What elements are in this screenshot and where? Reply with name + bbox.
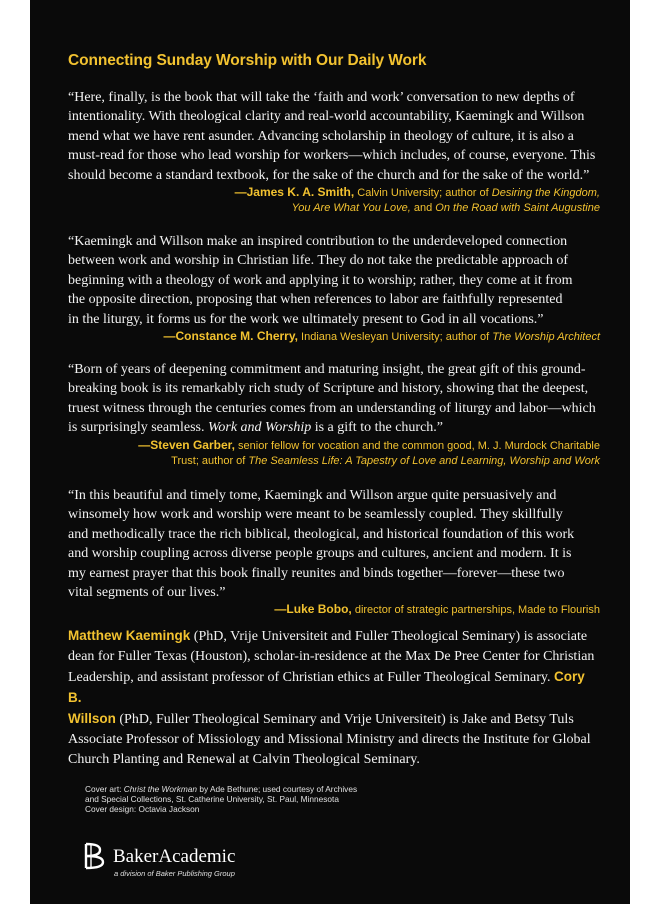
baker-b-icon (83, 842, 109, 870)
bio-line: dean for Fuller Texas (Houston), scholar-in-residence at the Max De Pree Center for Christian (68, 649, 595, 664)
bio-line: Church Planting and Renewal at Calvin Theological Seminary. (68, 752, 420, 767)
endorser-affiliation: Indiana Wesleyan University; author of (297, 331, 493, 344)
quote-line: the opposite direction, proposing that when references to labor are faithfully represented (68, 292, 563, 308)
endorser-name: —Luke Bobo, (274, 602, 352, 617)
bio-text: (PhD, Vrije Universiteit and Fuller Theological Seminary) is associate (190, 629, 588, 644)
endorser-name: —Constance M. Cherry, (163, 329, 298, 344)
quote-text: is a gift to the church.” (311, 420, 443, 436)
book-title: Desiring the Kingdom, (491, 187, 600, 200)
attribution (68, 185, 600, 201)
attribution (68, 201, 600, 216)
bio-text: Leadership, and assistant professor of Christian ethics at Fuller Theological Seminary. (68, 670, 554, 685)
bio-line (68, 709, 600, 730)
attribution (68, 329, 600, 345)
quote-line: must-read for those who lead worship for workers—which includes, of course, everyone. This (68, 148, 596, 164)
endorsement-cherry (68, 232, 600, 345)
cover-heading: Connecting Sunday Worship with Our Daily Work (68, 52, 427, 69)
bio-line: Associate Professor of Missiology and Missional Ministry and directs the Institute for Global (68, 732, 591, 747)
endorser-affiliation: Trust; author of (171, 454, 249, 467)
endorsement-smith (68, 88, 600, 216)
publisher-tagline: a division of Baker Publishing Group (114, 869, 235, 878)
author-name: Cory B. (68, 669, 585, 705)
quote-line: my earnest prayer that this book finally reunites and binds together—forever—these two (68, 565, 565, 581)
quote-line: “In this beautiful and timely tome, Kaemingk and Willson argue quite persuasively and (68, 488, 557, 503)
quote-line: should become a standard textbook, for the sake of the church and for the sake of the world.” (68, 167, 590, 183)
endorsement-bobo (68, 486, 600, 618)
quote-line (68, 418, 600, 437)
attribution (68, 602, 600, 618)
endorser-affiliation: director of strategic partnerships, Made to Flourish (351, 604, 600, 617)
quote-text: is surprisingly seamless. (68, 420, 208, 436)
book-title: The Seamless Life: A Tapestry of Love and Learning, Worship and Work (248, 454, 600, 467)
credit-line: and Special Collections, St. Catherine University, St. Paul, Minnesota (85, 794, 339, 804)
book-title: You Are What You Love, (291, 202, 411, 215)
book-title: The Worship Architect (492, 331, 600, 344)
quote-line: “Kaemingk and Willson make an inspired contribution to the underdeveloped connection (68, 234, 568, 249)
quote-line: winsomely how work and worship were meant to be seamlessly coupled. They skillfully (68, 507, 563, 523)
endorser-affiliation: Calvin University; author of (354, 187, 492, 200)
quote-line: “Here, finally, is the book that will take the ‘faith and work’ conversation to new depths of (68, 90, 575, 105)
publisher-name: BakerAcademic (113, 846, 236, 867)
cover-credits (85, 784, 485, 814)
credit-text: by Ade Bethune; used courtesy of Archives (197, 784, 358, 794)
quote-line: between work and worship in Christian life. They do not take the predictable approach of (68, 253, 569, 269)
quote-line: and methodically trace the rich biblical, theological, and historical foundation of this work (68, 526, 575, 542)
back-cover (30, 0, 630, 904)
quote-line: in the liturgy, it forms us for the work we ultimately present to God in all vocations.” (68, 311, 544, 327)
attribution (68, 454, 600, 469)
quote-line: intentionality. With theological clarity and real-world accountability, Kaemingk and Willson (68, 109, 585, 125)
author-name: Willson (68, 711, 116, 726)
quote-line: “Born of years of deepening commitment and maturing insight, the great gift of this ground- (68, 362, 586, 377)
quote-line: breaking book is its remarkably rich study of Scripture and history, showing that the deepest, (68, 381, 589, 397)
attribution (68, 438, 600, 454)
endorser-affiliation: senior fellow for vocation and the common good, M. J. Murdock Charitable (234, 439, 600, 452)
quote-line: vital segments of our lives.” (68, 585, 226, 601)
quote-line: mend what we have rent asunder. Advancing scholarship in theology of culture, it is also a (68, 128, 574, 144)
bio-line (68, 626, 600, 647)
book-title: Work and Worship (208, 420, 312, 436)
art-title: Christ the Workman (123, 784, 198, 794)
quote-line: truest witness through the centuries comes from an understanding of liturgy and labor—which (68, 400, 596, 416)
credit-line (85, 784, 485, 794)
endorser-name: —Steven Garber, (138, 437, 235, 452)
quote-line: and worship coupling across diverse people groups and cultures, ancient and modern. It is (68, 546, 572, 562)
author-bios (68, 626, 600, 770)
credit-label: Cover art: (85, 784, 124, 794)
endorser-name: —James K. A. Smith, (234, 185, 355, 200)
endorser-affiliation: and (410, 202, 436, 215)
quote-line: beginning with a theology of work and applying it to worship; rather, they come at it from (68, 272, 573, 288)
author-name: Matthew Kaemingk (68, 628, 191, 643)
credit-line: Cover design: Octavia Jackson (85, 804, 200, 814)
bio-line (68, 667, 600, 709)
endorsement-garber (68, 360, 600, 469)
publisher-logo (83, 842, 283, 882)
bio-text: (PhD, Fuller Theological Seminary and Vrije Universiteit) is Jake and Betsy Tuls (115, 712, 574, 727)
book-title: On the Road with Saint Augustine (435, 202, 600, 215)
